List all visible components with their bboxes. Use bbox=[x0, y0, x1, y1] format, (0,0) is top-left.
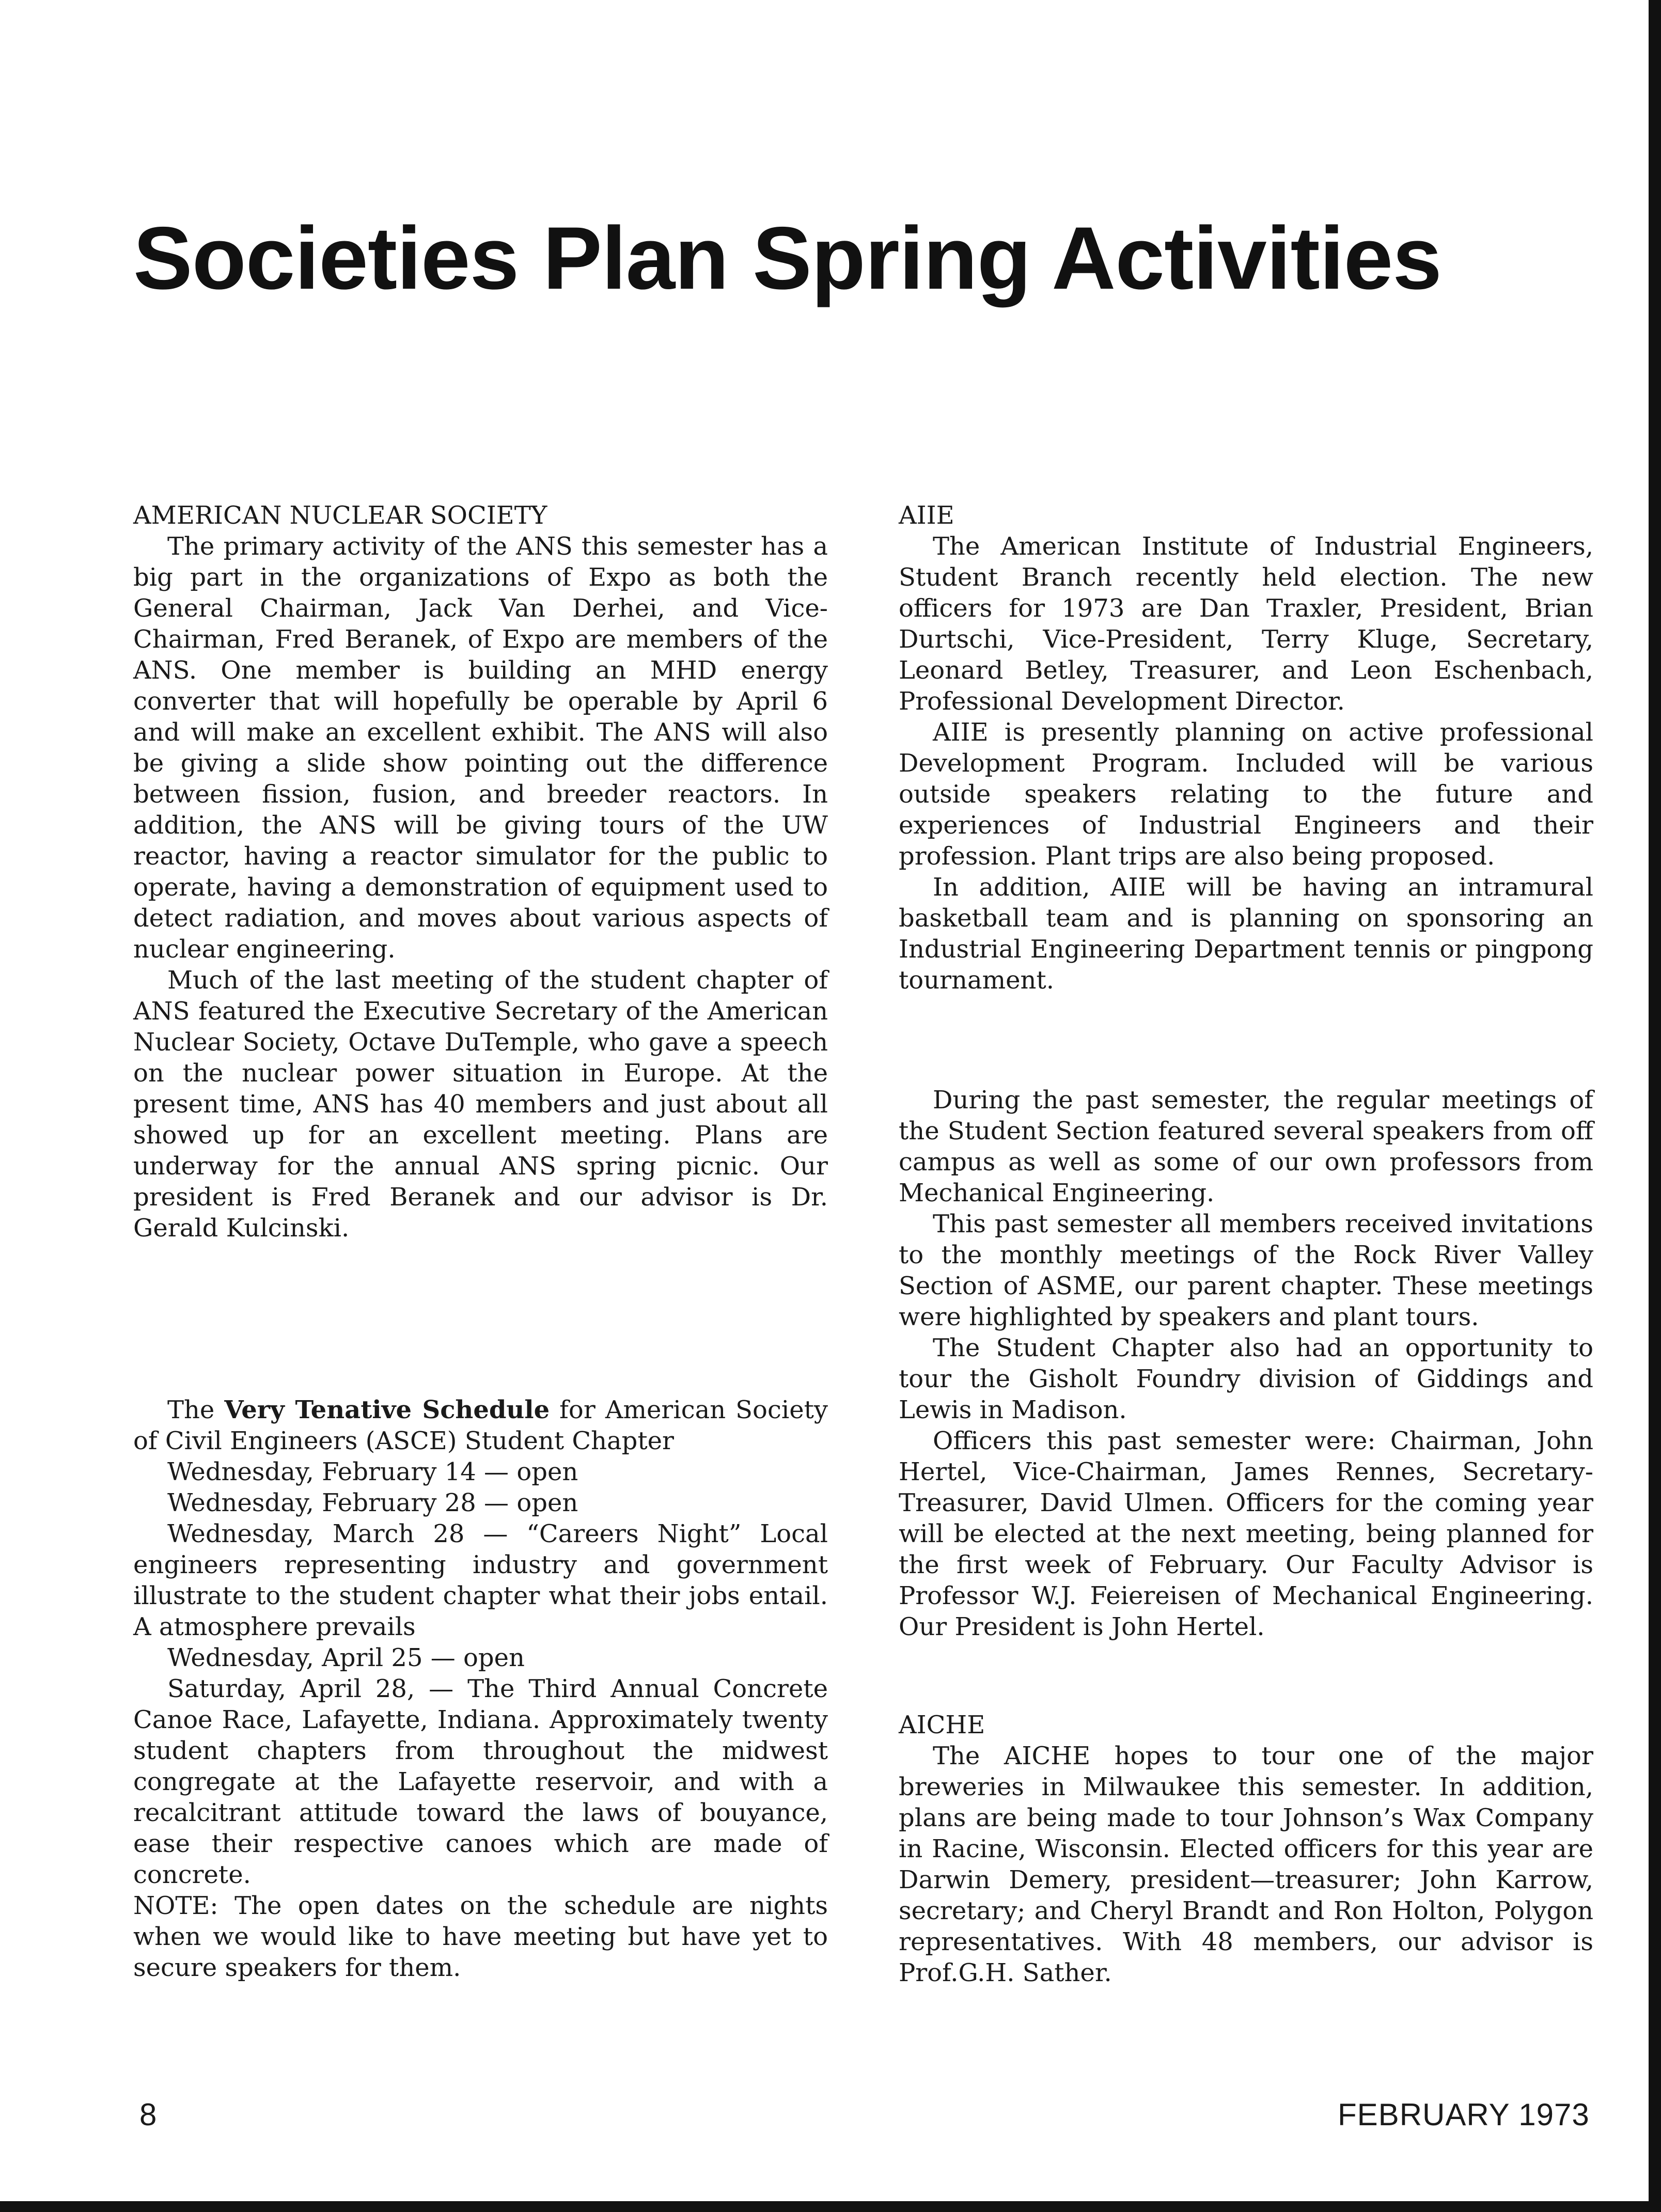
ans-paragraph-1: The primary activity of the ANS this semester has a big part in the organizations of Expo as both the General Chairman, Jack Van Derhei, and Vice-Chairman, Fred Beranek, of Expo are members of the ANS. One member is building an MHD energy converter that will hopefully be operable by April 6 and will make an excellent exhibit. The ANS will also be giving a slide show pointing out the difference between fission, fusion, and breeder reactors. In addition, the ANS will be giving tours of the UW reactor, having a reactor simulator for the public to operate, having a demonstration of equipment used to detect radiation, and moves about various aspects of nuclear engineering. bbox=[133, 532, 828, 964]
aiie-paragraph-1: The American Institute of Industrial Engineers, Student Branch recently held election. The new officers for 1973 are Dan Traxler, President, Brian Durtschi, Vice-President, Terry Kluge, Secretary, Leonard Betley, Treasurer, and Leon Eschenbach, Professional Development Director. bbox=[899, 532, 1593, 716]
asce-article bbox=[133, 1394, 828, 1983]
ans-paragraph-2: Much of the last meeting of the student chapter of ANS featured the Executive Secretary of the American Nuclear Society, Octave DuTemple, who gave a speech on the nuclear power situation in Europe. At the present time, ANS has 40 members and just about all showed up for an excellent meeting. Plans are underway for the annual ANS spring picnic. Our president is Fred Beranek and our advisor is Dr. Gerald Kulcinski. bbox=[133, 966, 828, 1243]
aiie-paragraph-3: In addition, AIIE will be having an intramural basketball team and is planning on sponsoring an Industrial Engineering Department tennis or pingpong tournament. bbox=[899, 873, 1593, 995]
asce-intro-pre: The bbox=[167, 1395, 225, 1424]
ans-heading: AMERICAN NUCLEAR SOCIETY bbox=[133, 501, 547, 530]
asce-intro-post: for American Society of Civil Engineers (ASCE) Student Chapter bbox=[133, 1395, 828, 1455]
ans-article bbox=[133, 500, 828, 1244]
asme-article bbox=[899, 1085, 1593, 1642]
aiie-heading: AIIE bbox=[899, 501, 954, 530]
page-number: 8 bbox=[139, 2097, 157, 2132]
asce-intro bbox=[133, 1394, 828, 1456]
aiie-article bbox=[899, 500, 1593, 996]
asce-schedule-item-1: Wednesday, February 14 — open bbox=[167, 1457, 578, 1486]
asme-paragraph-4: Officers this past semester were: Chairman, John Hertel, Vice-Chairman, James Rennes, Secretary-Treasurer, David Ulmen. Officers for the coming year will be elected at the next meeting, being planned for the first week of February. Our Faculty Advisor is Professor W.J. Feiereisen of Mechanical Engineering. Our President is John Hertel. bbox=[899, 1426, 1593, 1641]
asce-schedule-item-3: Wednesday, March 28 — “Careers Night” Local engineers representing industry and government illustrate to the student chapter what their jobs entail. A atmosphere prevails bbox=[133, 1519, 828, 1641]
asce-schedule-item-4: Wednesday, April 25 — open bbox=[167, 1643, 525, 1672]
scan-edge-right bbox=[1649, 0, 1661, 2212]
aiche-article bbox=[899, 1709, 1593, 1988]
aiche-paragraph-1: The AICHE hopes to tour one of the major breweries in Milwaukee this semester. In addition, plans are being made to tour Johnson’s Wax Company in Racine, Wisconsin. Elected officers for this year are Darwin Demery, president—treasurer; John Karrow, secretary; and Cheryl Brandt and Ron Holton, Polygon representatives. With 48 members, our advisor is Prof.G.H. Sather. bbox=[899, 1742, 1593, 1987]
scan-edge-bottom bbox=[0, 2201, 1661, 2212]
asce-note: NOTE: The open dates on the schedule are nights when we would like to have meeting but have yet to secure speakers for them. bbox=[133, 1891, 828, 1982]
asce-schedule-item-2: Wednesday, February 28 — open bbox=[167, 1488, 578, 1517]
asme-paragraph-3: The Student Chapter also had an opportunity to tour the Gisholt Foundry division of Giddings and Lewis in Madison. bbox=[899, 1334, 1593, 1424]
page-title: Societies Plan Spring Activities bbox=[133, 209, 1441, 308]
issue-date: FEBRUARY 1973 bbox=[1338, 2097, 1590, 2132]
asce-intro-bold: Very Tenative Schedule bbox=[224, 1395, 550, 1424]
asme-paragraph-2: This past semester all members received invitations to the monthly meetings of the Rock River Valley Section of ASME, our parent chapter. These meetings were highlighted by speakers and plant tours. bbox=[899, 1210, 1593, 1331]
asme-paragraph-1: During the past semester, the regular meetings of the Student Section featured several speakers from off campus as well as some of our own professors from Mechanical Engineering. bbox=[899, 1086, 1593, 1207]
aiche-heading: AICHE bbox=[899, 1711, 985, 1739]
asce-schedule-item-5: Saturday, April 28, — The Third Annual Concrete Canoe Race, Lafayette, Indiana. Approximately twenty student chapters from throughout the midwest congregate at the Lafayette reservoir, and with a recalcitrant attitude toward the laws of bouyance, ease their respective canoes which are made of concrete. bbox=[133, 1674, 828, 1889]
aiie-paragraph-2: AIIE is presently planning on active professional Development Program. Included will be various outside speakers relating to the future and experiences of Industrial Engineers and their profession. Plant trips are also being proposed. bbox=[899, 718, 1593, 871]
